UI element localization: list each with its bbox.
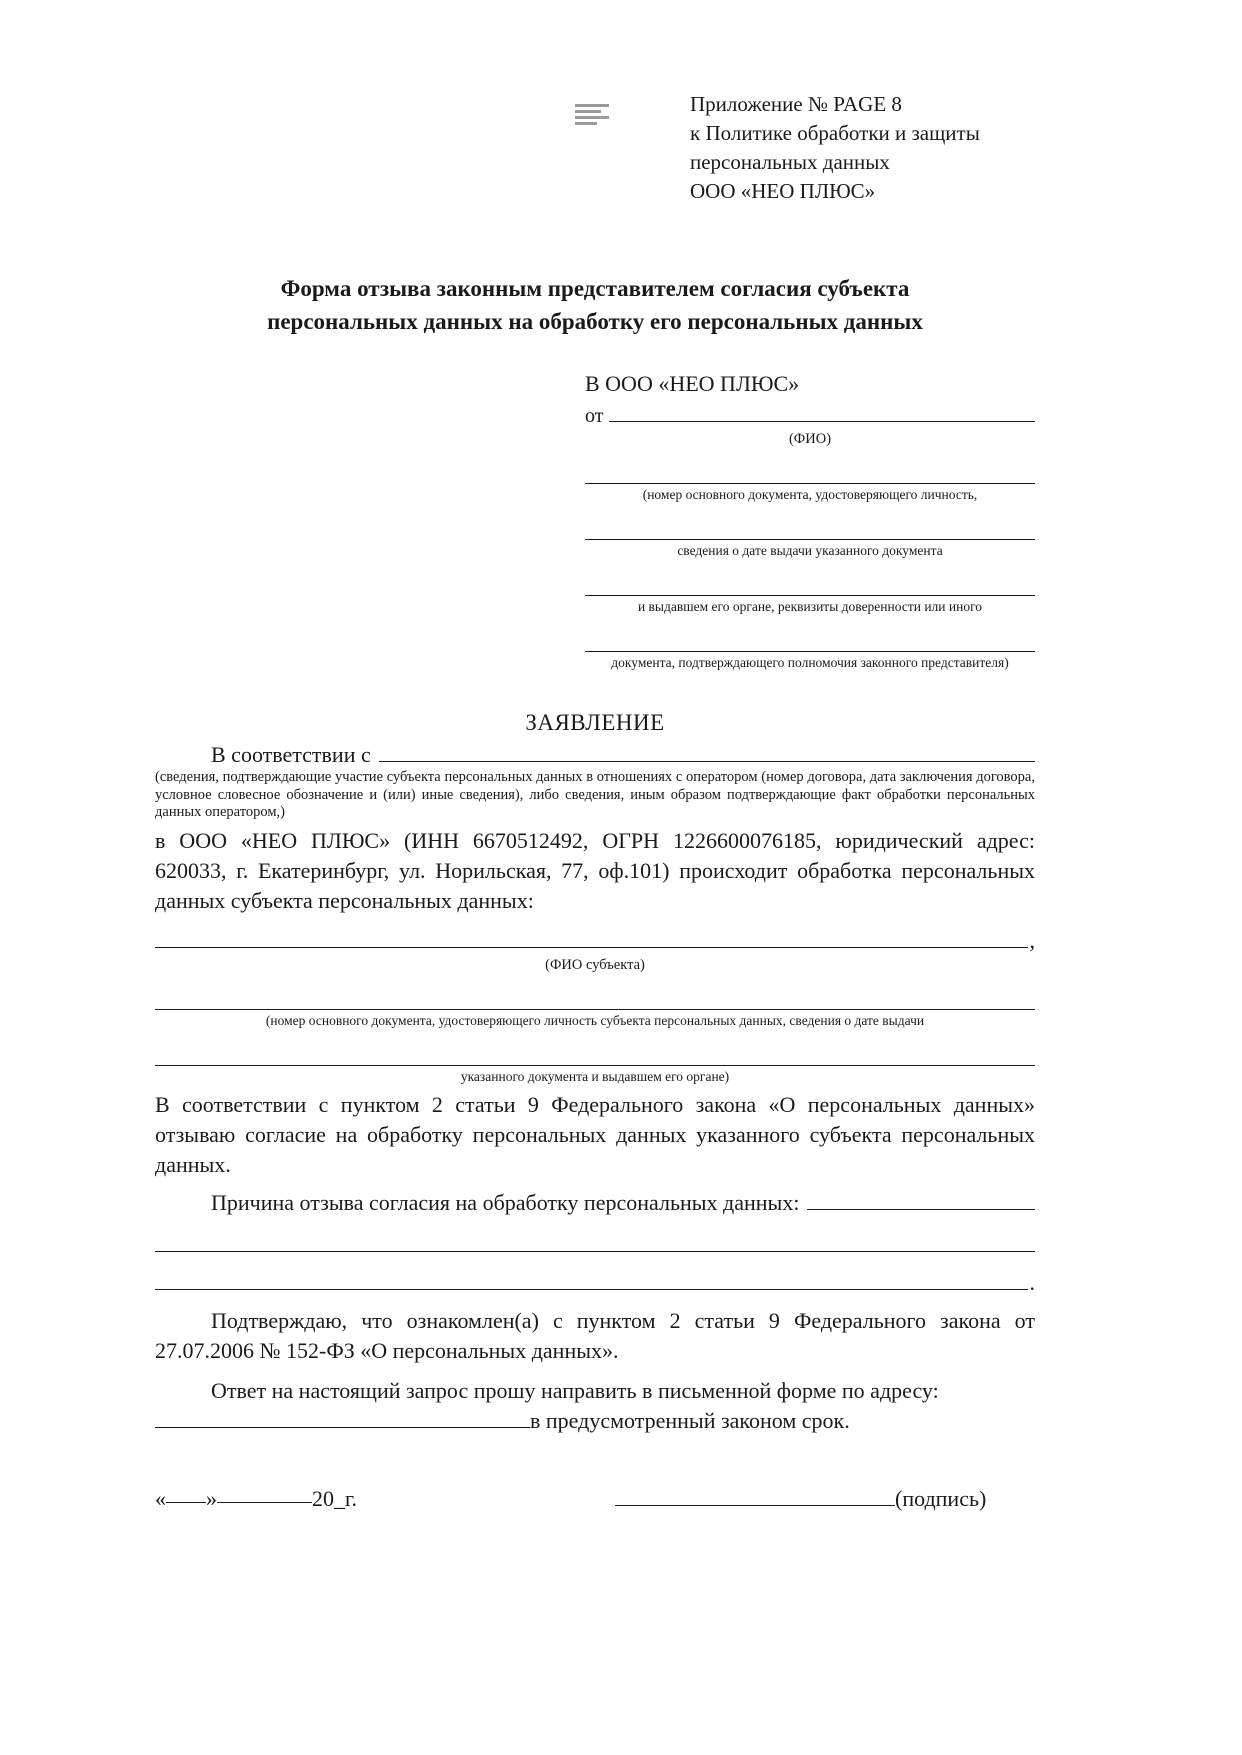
document-content	[155, 90, 1035, 1512]
field-signature[interactable]	[615, 1488, 895, 1506]
header-line-policy: к Политике обработки и защиты	[690, 121, 980, 145]
reason-row	[155, 1190, 1035, 1216]
page-title-line-2: персональных данных на обработку его персональных данных	[267, 309, 923, 334]
accordance-row	[155, 742, 1035, 768]
header-text-block	[690, 90, 980, 206]
field-reason-2[interactable]	[155, 1234, 1035, 1252]
addressee-to: В ООО «НЕО ПЛЮС»	[585, 371, 800, 396]
addressee-block	[585, 370, 1035, 672]
reply-tail: в предусмотренный законом срок.	[530, 1407, 850, 1433]
reply-address-row	[155, 1408, 1035, 1434]
revoke-paragraph: В соответствии с пунктом 2 статьи 9 Федерального закона «О персональных данных» отзываю согласие на обработку персональных данных указанного субъекта персональных данных.	[155, 1091, 1035, 1177]
document-mark-icon	[575, 104, 635, 128]
signature-row	[155, 1486, 1035, 1512]
caption-fio: (ФИО)	[788, 431, 832, 447]
field-subject-doc-organ[interactable]	[155, 1048, 1035, 1066]
caption-doc-number: (номер основного документа, удостоверяющего личность,	[642, 487, 978, 502]
page-title-line-1: Форма отзыва законным представителем согласия субъекта	[280, 276, 910, 301]
caption-subject-doc-organ: указанного документа и выдавшем его органе)	[460, 1068, 730, 1084]
addressee-from-row	[585, 404, 1035, 428]
signature-caption: (подпись)	[895, 1485, 987, 1511]
date-close-quote: »	[206, 1485, 217, 1511]
header-line-personal-data: персональных данных	[690, 150, 890, 174]
field-accordance-details[interactable]	[379, 744, 1035, 762]
reason-row-3	[155, 1270, 1035, 1296]
field-subject-doc[interactable]	[155, 992, 1035, 1010]
header-line-company: ООО «НЕО ПЛЮС»	[690, 179, 876, 203]
field-reply-address[interactable]	[155, 1410, 530, 1428]
signature-date[interactable]	[155, 1486, 615, 1512]
field-representative-doc-organ[interactable]	[585, 578, 1035, 596]
reason-label: Причина отзыва согласия на обработку персональных данных:	[211, 1189, 800, 1215]
reason-period: .	[1029, 1269, 1035, 1295]
caption-doc-organ: и выдавшем его органе, реквизиты доверенности или иного	[637, 599, 983, 614]
statement-heading: ЗАЯВЛЕНИЕ	[525, 710, 665, 735]
field-month[interactable]	[217, 1501, 312, 1503]
reply-paragraph: Ответ на настоящий запрос прошу направить в письменной форме по адресу:	[211, 1377, 939, 1403]
subject-fio-row	[155, 928, 1035, 954]
caption-doc-powers: документа, подтверждающего полномочия законного представителя)	[611, 655, 1009, 670]
caption-doc-date: сведения о дате выдачи указанного документа	[677, 543, 943, 558]
fineprint-accordance: (сведения, подтверждающие участие субъекта персональных данных в отношениях с оператором (номер договора, дата заключения договора, условное словесное обозначение и (или) иные сведения), либо сведения, иным образом подтверждающие факт обработки персональных данных оператором,)	[155, 769, 1035, 820]
field-reason-3[interactable]	[155, 1272, 1028, 1290]
header-line-appendix: Приложение № PAGE 8	[690, 92, 902, 116]
confirm-paragraph: Подтверждаю, что ознакомлен(а) с пунктом 2 статьи 9 Федерального закона от 27.07.2006 № 152-ФЗ «О персональных данных».	[155, 1307, 1035, 1363]
field-day[interactable]	[166, 1501, 206, 1503]
field-subject-fio[interactable]	[155, 930, 1028, 948]
caption-subject-doc: (номер основного документа, удостоверяющего личность субъекта персональных данных, сведения о дате выдачи	[265, 1012, 925, 1028]
date-year-suffix: 20_г.	[312, 1485, 358, 1511]
accordance-label: В соответствии с	[211, 742, 371, 767]
organization-paragraph: в ООО «НЕО ПЛЮС» (ИНН 6670512492, ОГРН 1226600076185, юридический адрес: 620033, г. Екатеринбург, ул. Норильская, 77, оф.101) происходит обработка персональных данных субъекта персональных данных:	[155, 827, 1035, 913]
field-representative-doc-date[interactable]	[585, 522, 1035, 540]
field-reason-1[interactable]	[807, 1192, 1035, 1210]
field-representative-doc-number[interactable]	[585, 466, 1035, 484]
date-open-quote: «	[155, 1485, 166, 1511]
page-title	[155, 272, 1035, 338]
caption-subject-fio: (ФИО субъекта)	[545, 956, 645, 973]
field-representative-fio[interactable]	[609, 404, 1035, 422]
document-header	[155, 90, 1035, 206]
subject-fio-comma: ,	[1029, 927, 1035, 953]
field-representative-doc-powers[interactable]	[585, 634, 1035, 652]
signature-field-group	[615, 1486, 986, 1512]
addressee-from-label: от	[585, 405, 604, 427]
